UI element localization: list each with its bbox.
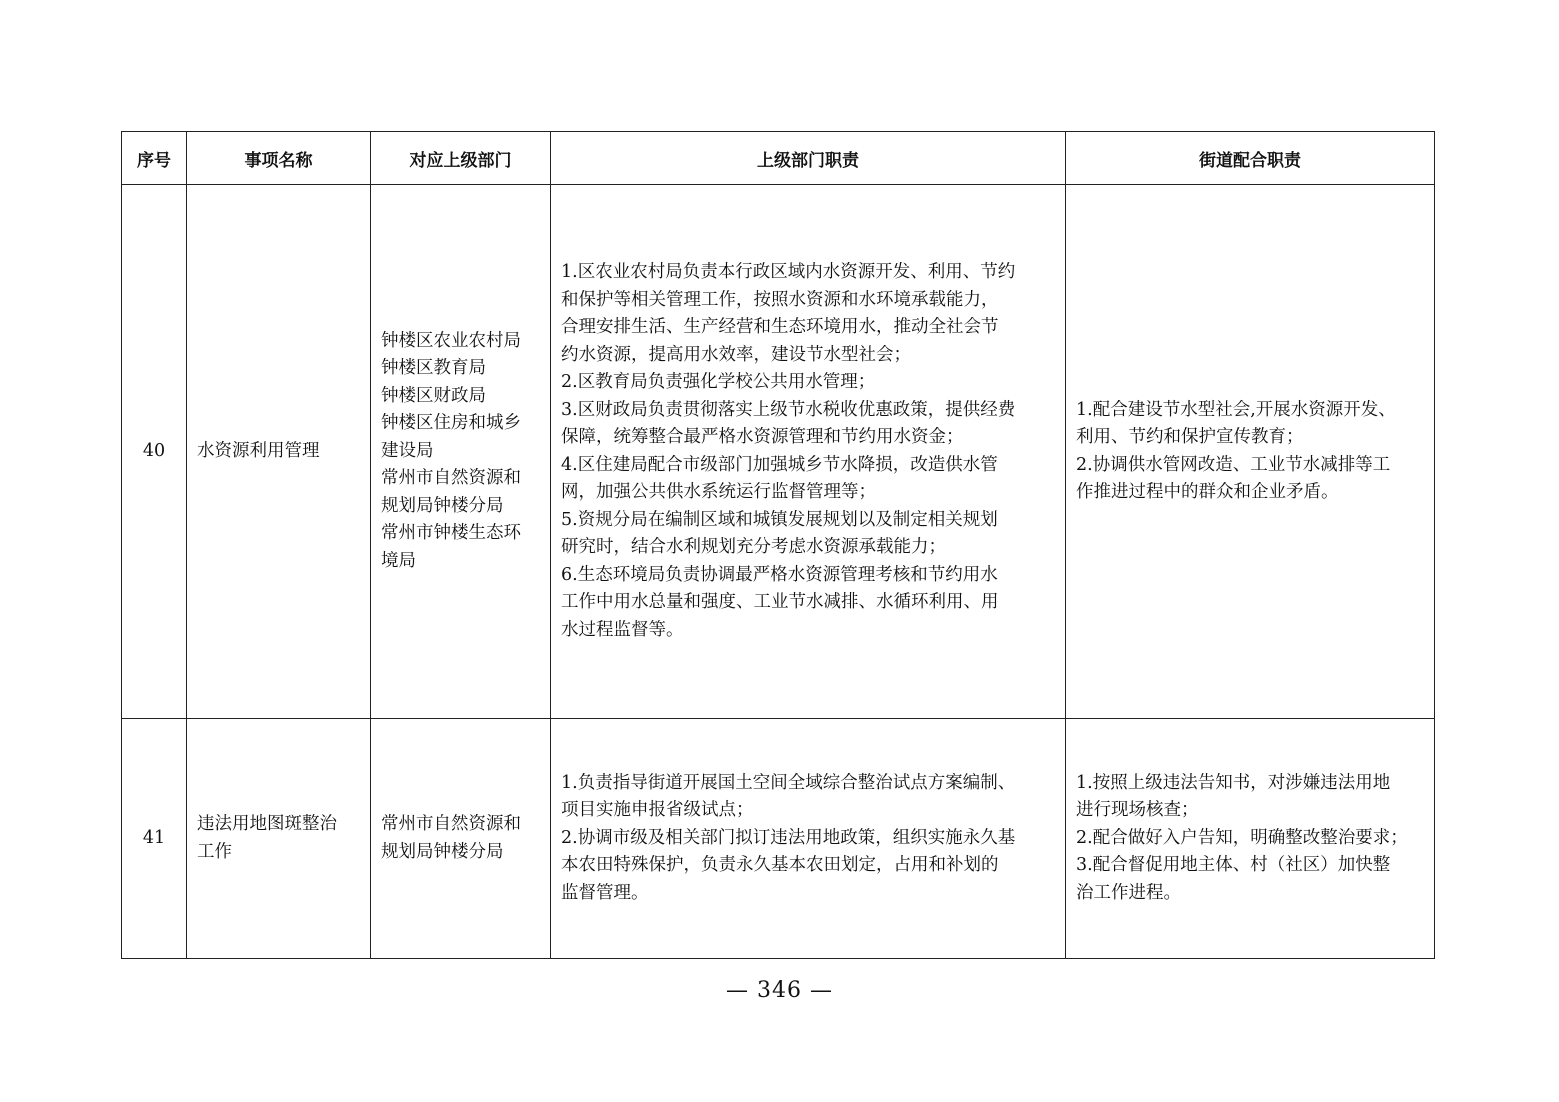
- header-street-duty: 街道配合职责: [1066, 132, 1435, 185]
- row-seq: 40: [122, 185, 187, 719]
- row-seq: 41: [122, 719, 187, 959]
- header-upper-duty: 上级部门职责: [551, 132, 1066, 185]
- row-item-name: 违法用地图斑整治 工作: [187, 719, 371, 959]
- duty-table: [121, 131, 1435, 959]
- table-header-row: [122, 132, 1435, 185]
- header-upper-dept: 对应上级部门: [371, 132, 551, 185]
- page-number: — 346 —: [726, 978, 833, 1003]
- row-upper-dept: 钟楼区农业农村局 钟楼区教育局 钟楼区财政局 钟楼区住房和城乡 建设局 常州市自然资源和 规划局钟楼分局 常州市钟楼生态环 境局: [371, 185, 551, 719]
- row-street-duty: 1.配合建设节水型社会,开展水资源开发、 利用、节约和保护宣传教育； 2.协调供水管网改造、工业节水减排等工 作推进过程中的群众和企业矛盾。: [1066, 185, 1435, 719]
- row-upper-dept: 常州市自然资源和 规划局钟楼分局: [371, 719, 551, 959]
- table-row: [122, 719, 1435, 959]
- row-upper-duty: 1.负责指导街道开展国土空间全域综合整治试点方案编制、 项目实施申报省级试点； 2.协调市级及相关部门拟订违法用地政策，组织实施永久基 本农田特殊保护，负责永久基本农田划定，占用和补划的 监督管理。: [551, 719, 1066, 959]
- row-upper-duty: 1.区农业农村局负责本行政区域内水资源开发、利用、节约 和保护等相关管理工作，按照水资源和水环境承载能力， 合理安排生活、生产经营和生态环境用水，推动全社会节 约水资源，提高用水效率，建设节水型社会； 2.区教育局负责强化学校公共用水管理； 3.区财政局负责贯彻落实上级节水税收优惠政策，提供经费 保障，统筹整合最严格水资源管理和节约用水资金； 4.区住建局配合市级部门加强城乡节水降损，改造供水管 网，加强公共供水系统运行监督管理等； 5.资规分局在编制区域和城镇发展规划以及制定相关规划 研究时，结合水利规划充分考虑水资源承载能力； 6.生态环境局负责协调最严格水资源管理考核和节约用水 工作中用水总量和强度、工业节水减排、水循环利用、用 水过程监督等。: [551, 185, 1066, 719]
- header-item-name: 事项名称: [187, 132, 371, 185]
- table-row: [122, 185, 1435, 719]
- row-item-name: 水资源利用管理: [187, 185, 371, 719]
- row-street-duty: 1.按照上级违法告知书，对涉嫌违法用地 进行现场核查； 2.配合做好入户告知，明确整改整治要求； 3.配合督促用地主体、村（社区）加快整 治工作进程。: [1066, 719, 1435, 959]
- header-seq: 序号: [122, 132, 187, 185]
